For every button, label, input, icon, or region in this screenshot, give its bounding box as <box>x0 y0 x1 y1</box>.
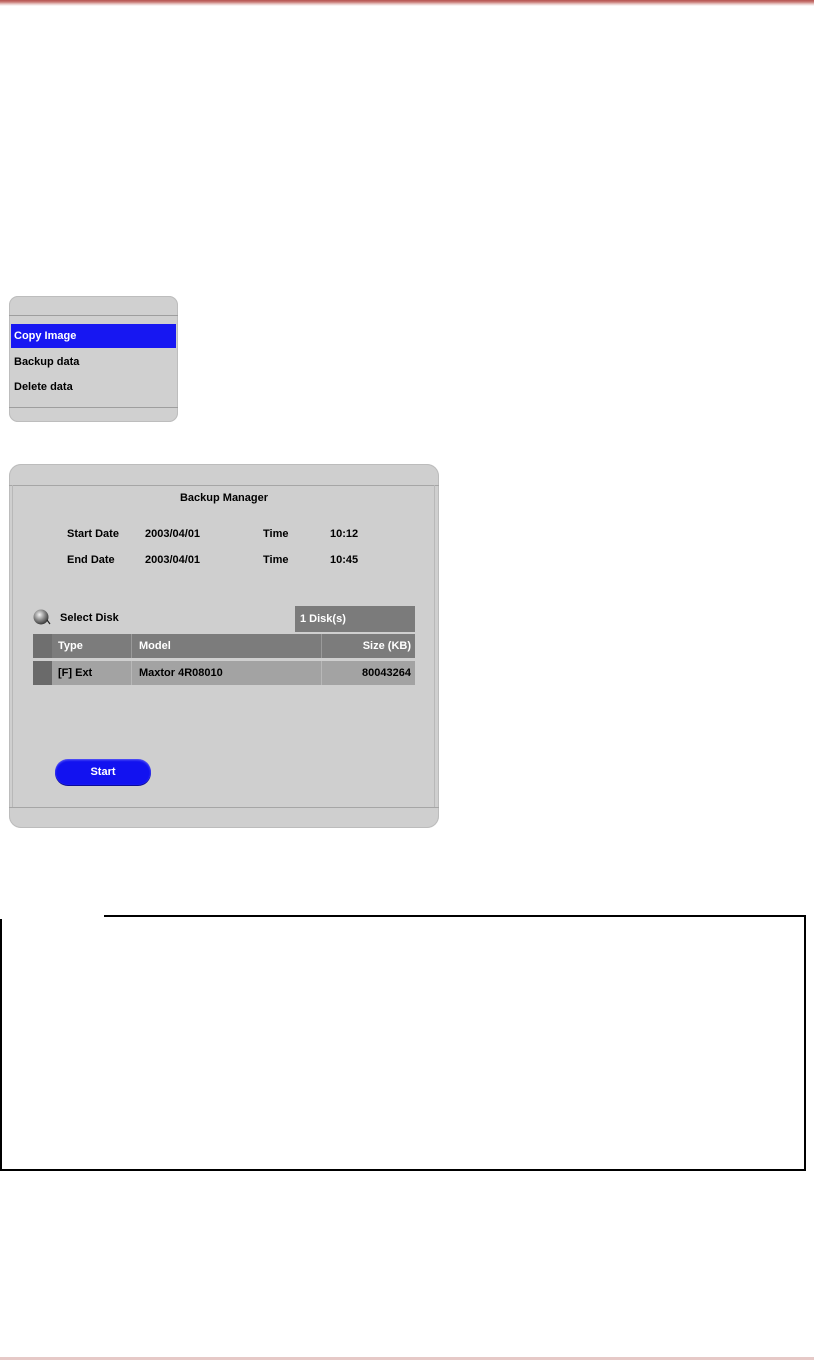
cell-type: [F] Ext <box>58 667 93 679</box>
column-header-type: Type <box>58 640 83 652</box>
start-date-label: Start Date <box>67 528 119 540</box>
column-divider <box>131 634 132 658</box>
cell-size: 80043264 <box>362 667 411 679</box>
start-date-value[interactable]: 2003/04/01 <box>145 528 201 540</box>
menu-item-copy-image[interactable]: Copy Image <box>11 324 176 348</box>
end-date-value[interactable]: 2003/04/01 <box>145 554 201 566</box>
backup-manager-dialog <box>9 464 439 828</box>
menu-divider-bottom <box>9 407 178 408</box>
menu-divider-top <box>9 315 178 316</box>
radio-disk-icon[interactable] <box>33 609 51 627</box>
end-time-value[interactable]: 10:45 <box>330 554 359 566</box>
cell-model: Maxtor 4R08010 <box>139 667 223 679</box>
column-divider <box>321 634 322 658</box>
header-rule <box>0 0 814 6</box>
backup-menu <box>9 296 178 422</box>
end-date-label: End Date <box>67 554 115 566</box>
dialog-border-right <box>434 485 435 807</box>
start-button[interactable]: Start <box>55 759 151 785</box>
start-time-label: Time <box>263 528 289 540</box>
end-time-label: Time <box>263 554 289 566</box>
start-time-value[interactable]: 10:12 <box>330 528 359 540</box>
row-selector[interactable] <box>33 661 52 685</box>
footer-rule <box>0 1357 814 1360</box>
select-disk-label: Select Disk <box>60 612 119 624</box>
dialog-border-left <box>12 485 13 807</box>
menu-item-backup-data[interactable]: Backup data <box>14 356 80 368</box>
dialog-divider-top <box>9 485 439 486</box>
note-box-tab <box>0 913 104 919</box>
table-row[interactable] <box>33 661 415 685</box>
column-divider <box>321 661 322 685</box>
dialog-title: Backup Manager <box>179 492 269 504</box>
disk-table-header <box>33 634 415 658</box>
header-stub <box>33 634 52 658</box>
note-box <box>0 915 806 1171</box>
menu-item-delete-data[interactable]: Delete data <box>14 381 73 393</box>
dialog-divider-bottom <box>9 807 439 808</box>
disk-count-badge: 1 Disk(s) <box>295 606 415 632</box>
column-header-size: Size (KB) <box>362 640 411 652</box>
column-header-model: Model <box>139 640 171 652</box>
column-divider <box>131 661 132 685</box>
